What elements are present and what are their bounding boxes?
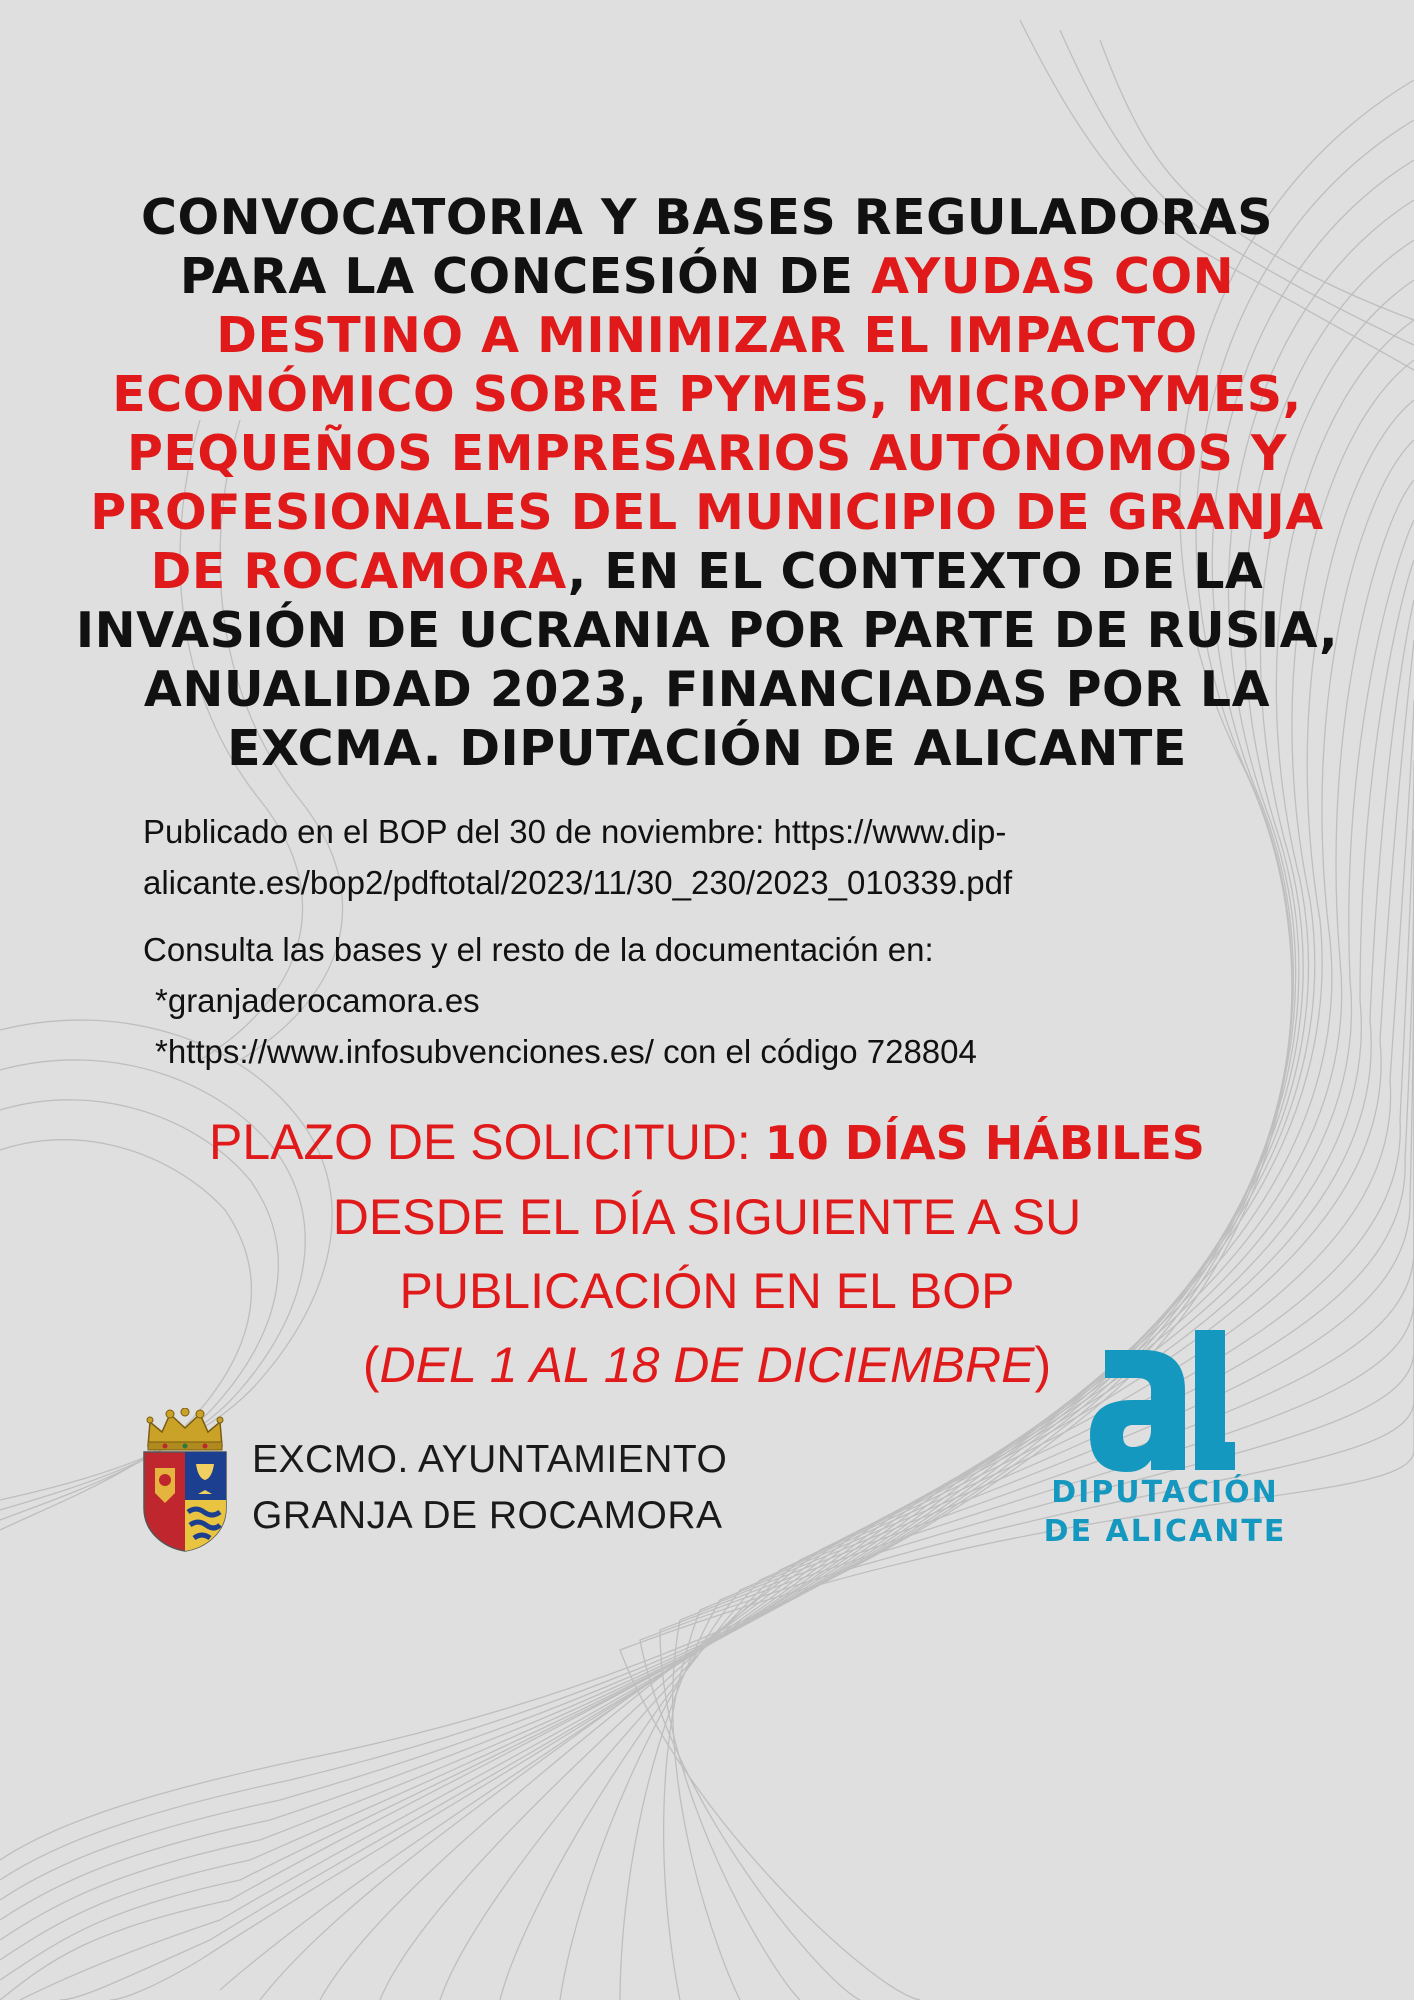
title-part3: , EN EL CONTEXTO DE LA INVASIÓN DE UCRANIA POR PARTE DE RUSIA, ANUALIDAD 2023, FINANCIADAS POR LA EXCMA. DIPUTACIÓN DE ALICANTE <box>75 543 1339 777</box>
deadline-dates: DEL 1 AL 18 DE DICIEMBRE <box>379 1337 1035 1393</box>
deadline-line2: DESDE EL DÍA SIGUIENTE A SU <box>332 1189 1082 1245</box>
ayuntamiento-name <box>252 1432 727 1544</box>
publication-line1: Publicado en el BOP del 30 de noviembre: https://www.dip- <box>143 813 1007 850</box>
deadline-label: PLAZO DE SOLICITUD: <box>209 1114 765 1170</box>
deadline-line1 <box>107 1105 1307 1180</box>
consult-link-granja[interactable]: *granjaderocamora.es <box>155 982 480 1019</box>
paren-close: ) <box>1034 1337 1052 1393</box>
diputacion-line2: DE ALICANTE <box>1043 1514 1287 1549</box>
deadline-line3: PUBLICACIÓN EN EL BOP <box>399 1263 1015 1319</box>
publication-line2: alicante.es/bop2/pdftotal/2023/11/30_230/2023_010339.pdf <box>143 864 1013 901</box>
publication-info <box>143 806 1323 908</box>
paren-open: ( <box>362 1337 380 1393</box>
deadline-days: 10 DÍAS HÁBILES <box>764 1116 1205 1170</box>
diputacion-logo-icon <box>1085 1330 1235 1480</box>
page-title <box>60 188 1354 778</box>
coat-of-arms-icon <box>140 1408 230 1553</box>
consult-info <box>143 924 1323 1077</box>
consult-link-infosubvenciones[interactable]: *https://www.infosubvenciones.es/ con el código 728804 <box>155 1033 977 1070</box>
ayuntamiento-line2: GRANJA DE ROCAMORA <box>252 1494 723 1537</box>
title-part1: CONVOCATORIA Y BASES REGULADORAS PARA LA CONCESIÓN DE <box>141 189 1273 305</box>
diputacion-line1: DIPUTACIÓN <box>1051 1475 1279 1510</box>
title-highlight: AYUDAS CON DESTINO A MINIMIZAR EL IMPACTO ECONÓMICO SOBRE PYMES, MICROPYMES, PEQUEÑOS EMPRESARIOS AUTÓNOMOS Y PROFESIONALES DEL MUNICIPIO DE GRANJA DE ROCAMORA <box>90 248 1324 600</box>
diputacion-name <box>1030 1473 1300 1551</box>
consult-intro: Consulta las bases y el resto de la documentación en: <box>143 931 934 968</box>
ayuntamiento-line1: EXCMO. AYUNTAMIENTO <box>252 1438 728 1481</box>
